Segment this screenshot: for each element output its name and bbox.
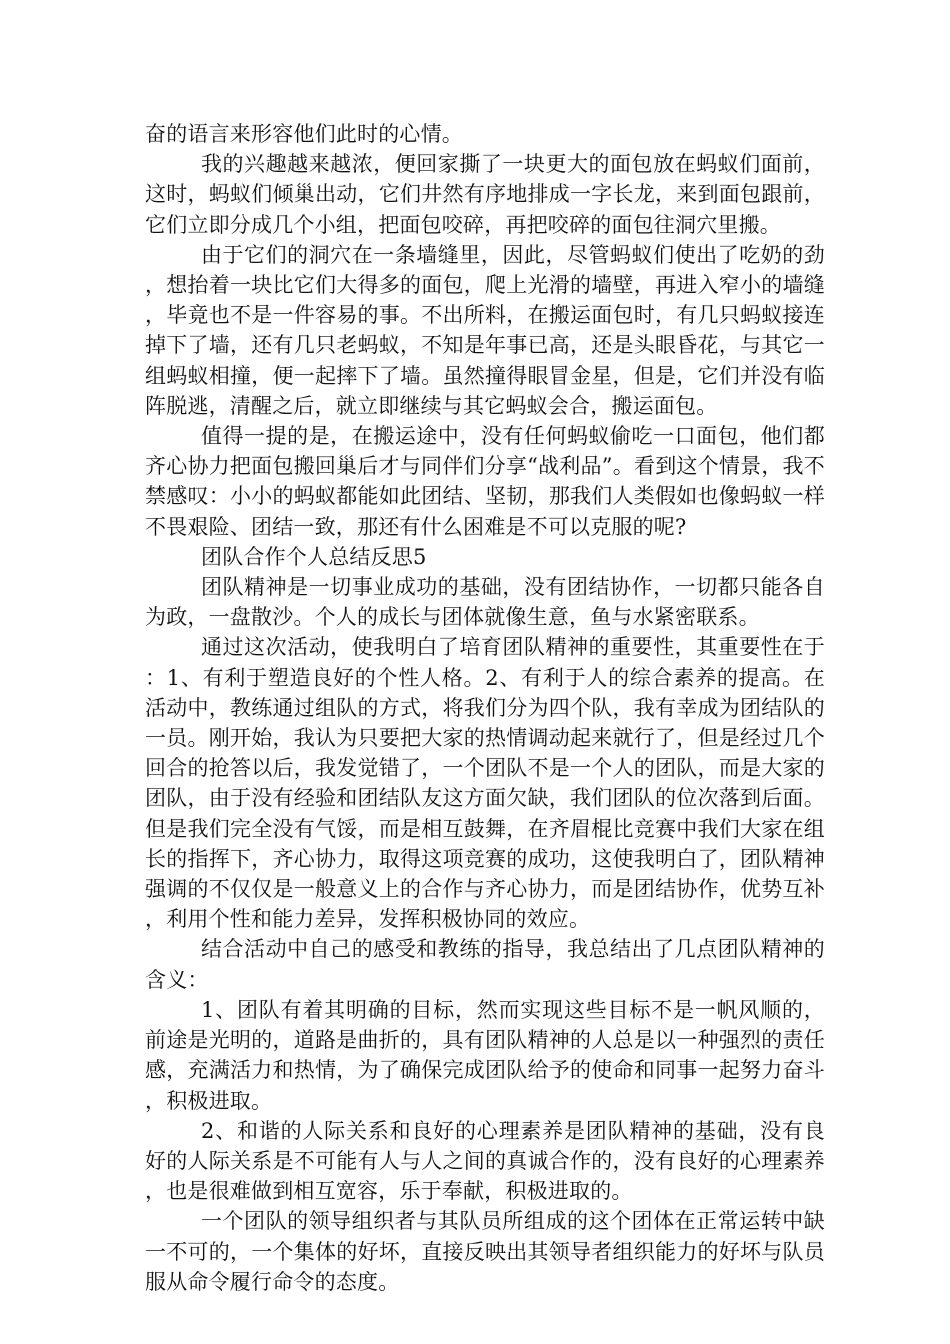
paragraph-continuation: 奋的语言来形容他们此时的心情。 <box>145 122 463 146</box>
paragraph-meaning-intro: 结合活动中自己的感受和教练的指导，我总结出了几点团队精神的含义： <box>145 937 825 992</box>
paragraph-point-2: 2、和谐的人际关系和良好的心理素养是团队精神的基础，没有良好的人际关系是不可能有人与人之间的真诚合作的，没有良好的心理素养，也是很难做到相互宽容，乐于奉献，积极进取的。 <box>145 1118 825 1204</box>
paragraph-reflection: 值得一提的是，在搬运途中，没有任何蚂蚁偷吃一口面包，他们都齐心协力把面包搬回巢后才与同伴们分享“战利品”。看到这个情景，我不禁感叹：小小的蚂蚁都能如此团结、坚韧，那我们人类假如也像蚂蚁一样不畏艰险、团结一致，那还有什么困难是不可以克服的呢? <box>145 424 825 539</box>
paragraph-leadership: 一个团队的领导组织者与其队员所组成的这个团体在正常运转中缺一不可的，一个集体的好坏，直接反映出其领导者组织能力的好坏与队员服从命令履行命令的态度。 <box>145 1209 825 1294</box>
paragraph-activity: 通过这次活动，使我明白了培育团队精神的重要性，其重要性在于：1、有利于塑造良好的个性人格。2、有利于人的综合素养的提高。在活动中，教练通过组队的方式，将我们分为四个队，我有幸成为团结队的一员。刚开始，我认为只要把大家的热情调动起来就行了，但是经过几个回合的抢答以后，我发觉错了，一个团队不是一个人的团队，而是大家的团队，由于没有经验和团结队友这方面欠缺，我们团队的位次落到后面。但是我们完全没有气馁，而是相互鼓舞，在齐眉棍比竞赛中我们大家在组长的指挥下，齐心协力，取得这项竞赛的成功，这使我明白了，团队精神强调的不仅仅是一般意义上的合作与齐心协力，而是团结协作，优势互补，利用个性和能力差异，发挥积极协同的效应。 <box>145 635 825 932</box>
paragraph-team-spirit-intro: 团队精神是一切事业成功的基础，没有团结协作，一切都只能各自为政，一盘散沙。个人的成长与团体就像生意，鱼与水紧密联系。 <box>145 575 825 630</box>
paragraph-bread-crumbs: 我的兴趣越来越浓，便回家撕了一块更大的面包放在蚂蚁们面前，这时，蚂蚁们倾巢出动，它们井然有序地排成一字长龙，来到面包跟前，它们立即分成几个小组，把面包咬碎，再把咬碎的面包往洞穴里搬。 <box>145 152 825 237</box>
document-body <box>145 119 825 1297</box>
paragraph-wall-climb: 由于它们的洞穴在一条墙缝里，因此，尽管蚂蚁们使出了吃奶的劲，想抬着一块比它们大得多的面包，爬上光滑的墙壁，再进入窄小的墙缝，毕竟也不是一件容易的事。不出所料，在搬运面包时，有几只蚂蚁接连掉下了墙，还有几只老蚂蚁，不知是年事已高，还是头眼昏花，与其它一组蚂蚁相撞，便一起摔下了墙。虽然撞得眼冒金星，但是，它们并没有临阵脱逃，清醒之后，就立即继续与其它蚂蚁会合，搬运面包。 <box>145 242 825 418</box>
section-heading: 团队合作个人总结反思5 <box>201 544 427 569</box>
paragraph-point-1: 1、团队有着其明确的目标，然而实现这些目标不是一帆风顺的，前途是光明的，道路是曲折的，具有团队精神的人总是以一种强烈的责任感，充满活力和热情，为了确保完成团队给予的使命和同事一起努力奋斗，积极进取。 <box>145 997 825 1113</box>
